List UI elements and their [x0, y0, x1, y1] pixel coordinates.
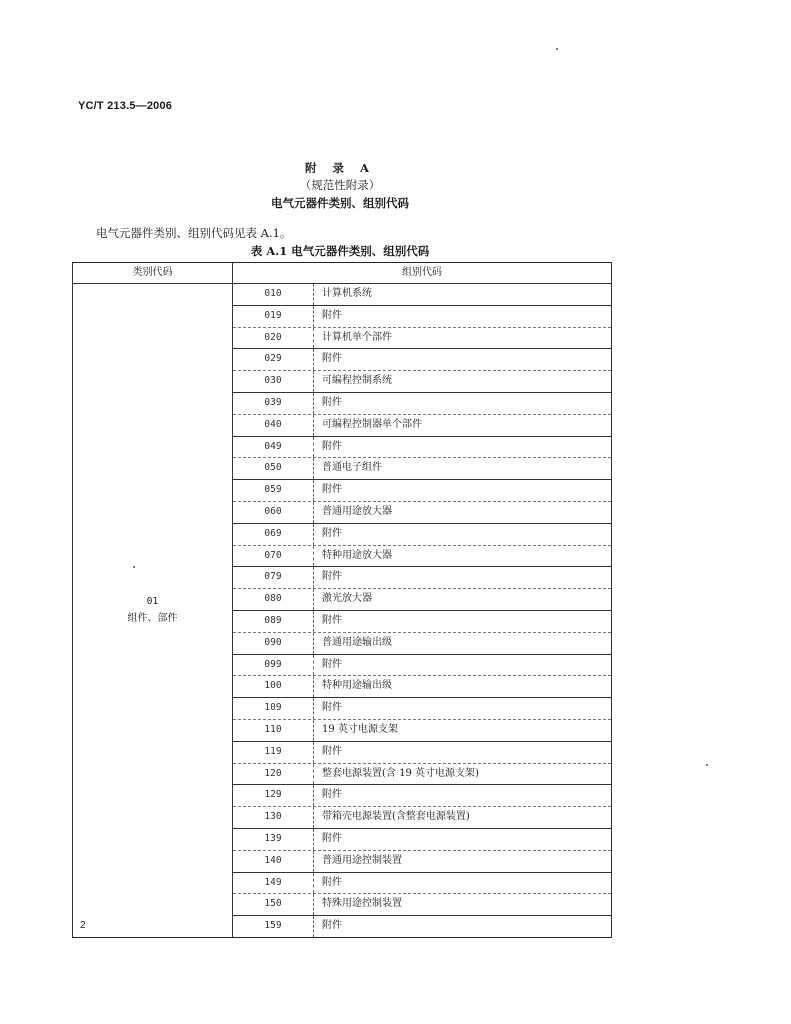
group-name: 附件 — [322, 658, 342, 670]
group-code: 089 — [233, 611, 314, 632]
table-row — [233, 458, 611, 480]
table-row — [233, 524, 611, 546]
table-row — [233, 807, 611, 829]
group-name: 附件 — [322, 571, 342, 583]
table-row — [233, 633, 611, 655]
table-row — [233, 371, 611, 393]
table-caption: 表 A.1 电气元器件类别、组别代码 — [250, 244, 430, 258]
group-name: 附件 — [322, 396, 342, 408]
table-row — [233, 829, 611, 851]
group-code: 020 — [233, 328, 314, 349]
group-name: 19 英寸电源支架 — [322, 723, 398, 735]
group-code: 100 — [233, 676, 314, 697]
group-code: 040 — [233, 415, 314, 436]
table-row — [233, 916, 611, 937]
appendix-subtitle: （规范性附录） — [299, 178, 381, 192]
table-row — [233, 328, 611, 350]
group-name: 特殊用途控制装置 — [322, 898, 402, 910]
group-name: 附件 — [322, 920, 342, 932]
group-name: 普通用途输出级 — [322, 636, 392, 648]
table-row — [233, 589, 611, 611]
group-code: 119 — [233, 742, 314, 763]
group-name: 附件 — [322, 702, 342, 714]
group-name: 可编程控制系统 — [322, 375, 392, 387]
page-number: 2 — [80, 920, 86, 931]
group-code: 029 — [233, 349, 314, 370]
group-code: 049 — [233, 437, 314, 458]
group-name: 附件 — [322, 353, 342, 365]
group-name: 可编程控制器单个部件 — [322, 418, 422, 430]
group-name: 普通用途放大器 — [322, 505, 392, 517]
scan-speck — [706, 764, 708, 766]
group-code: 110 — [233, 720, 314, 741]
group-name: 计算机系统 — [322, 288, 372, 299]
group-name: 附件 — [322, 527, 342, 539]
table-row — [233, 415, 611, 437]
table-header — [73, 263, 611, 284]
group-rows — [233, 284, 611, 937]
table-row — [233, 480, 611, 502]
group-code: 080 — [233, 589, 314, 610]
group-code: 120 — [233, 764, 314, 785]
appendix-heading: 电气元器件类别、组别代码 — [271, 196, 409, 210]
standard-id: YC/T 213.5—2006 — [78, 100, 173, 112]
category-cell — [73, 284, 233, 937]
group-code: 090 — [233, 633, 314, 654]
table-row — [233, 567, 611, 589]
group-name: 附件 — [322, 440, 342, 452]
group-code: 140 — [233, 851, 314, 872]
group-code: 019 — [233, 306, 314, 327]
group-name: 附件 — [322, 484, 342, 496]
intro-text: 电气元器件类别、组别代码见表 A.1。 — [96, 226, 292, 240]
group-code: 010 — [233, 284, 314, 305]
table-row — [233, 676, 611, 698]
header-category-code: 类别代码 — [73, 263, 233, 283]
table-row — [233, 437, 611, 459]
table-body — [73, 284, 611, 937]
group-code: 109 — [233, 698, 314, 719]
table-row — [233, 785, 611, 807]
category-code: 01 — [146, 596, 159, 608]
table-row — [233, 894, 611, 916]
group-code: 050 — [233, 458, 314, 479]
group-code: 070 — [233, 546, 314, 567]
group-code: 059 — [233, 480, 314, 501]
group-name: 计算机单个部件 — [322, 331, 392, 343]
group-name: 附件 — [322, 745, 342, 757]
group-name: 带箱壳电源装置(含整套电源装置) — [322, 811, 470, 823]
group-code: 099 — [233, 655, 314, 676]
group-code: 129 — [233, 785, 314, 806]
group-name: 普通用途控制装置 — [322, 854, 402, 866]
table-row — [233, 742, 611, 764]
group-code: 159 — [233, 916, 314, 937]
group-name: 附件 — [322, 309, 342, 321]
group-name: 整套电源装置(含 19 英寸电源支架) — [322, 767, 479, 779]
appendix-title: 附 录 A — [305, 161, 375, 175]
group-name: 普通电子组件 — [322, 462, 382, 474]
group-code: 079 — [233, 567, 314, 588]
table-row — [233, 349, 611, 371]
table-row — [233, 764, 611, 786]
table-row — [233, 393, 611, 415]
category-name: 组件、部件 — [127, 613, 178, 625]
table-row — [233, 502, 611, 524]
group-name: 附件 — [322, 832, 342, 844]
group-name: 附件 — [322, 614, 342, 626]
group-code: 130 — [233, 807, 314, 828]
group-code: 069 — [233, 524, 314, 545]
table-row — [233, 284, 611, 306]
group-name: 附件 — [322, 876, 342, 888]
table-row — [233, 546, 611, 568]
header-group-code: 组别代码 — [402, 267, 442, 278]
group-code: 139 — [233, 829, 314, 850]
table-row — [233, 720, 611, 742]
group-code: 030 — [233, 371, 314, 392]
group-code: 149 — [233, 873, 314, 894]
scan-speck — [556, 48, 558, 50]
group-code: 150 — [233, 894, 314, 915]
table-row — [233, 611, 611, 633]
code-table — [72, 262, 612, 938]
group-name: 附件 — [322, 789, 342, 801]
table-row — [233, 698, 611, 720]
group-code: 039 — [233, 393, 314, 414]
group-name: 特种用途放大器 — [322, 549, 392, 561]
group-name: 激光放大器 — [322, 593, 372, 605]
table-row — [233, 851, 611, 873]
group-code: 060 — [233, 502, 314, 523]
table-row — [233, 873, 611, 895]
table-row — [233, 306, 611, 328]
group-name: 特种用途输出级 — [322, 680, 392, 692]
table-row — [233, 655, 611, 677]
